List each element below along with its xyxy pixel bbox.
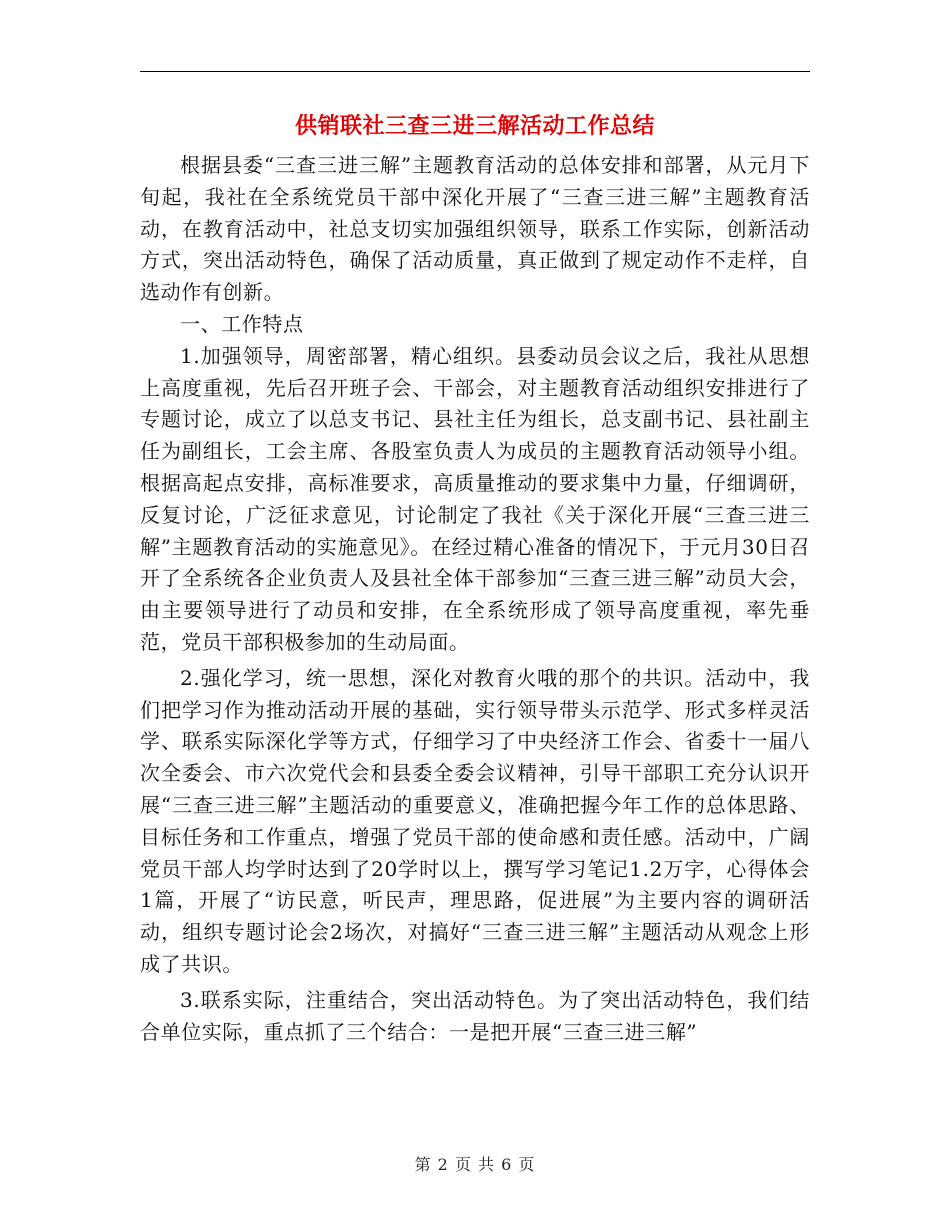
intro-paragraph: 根据县委“三查三进三解”主题教育活动的总体安排和部署，从元月下旬起，我社在全系统党员干部中深化开展了“三查三进三解”主题教育活动，在教育活动中，社总支切实加强组织领导，联系工作实际，创新活动方式，突出活动特色，确保了活动质量，真正做到了规定动作不走样，自选动作有创新。 (140, 153, 810, 305)
header-rule (140, 71, 810, 72)
point-3-paragraph: 3.联系实际，注重结合，突出活动特色。为了突出活动特色，我们结合单位实际，重点抓了三个结合：一是把开展“三查三进三解” (140, 987, 810, 1044)
point-2-paragraph: 2.强化学习，统一思想，深化对教育火哦的那个的共识。活动中，我们把学习作为推动活动开展的基础，实行领导带头示范学、形式多样灵活学、联系实际深化学等方式，仔细学习了中央经济工作会、省委十一届八次全委会、市六次党代会和县委全委会议精神，引导干部职工充分认识开展“三查三进三解”主题活动的重要意义，准确把握今年工作的总体思路、目标任务和工作重点，增强了党员干部的使命感和责任感。活动中，广阔党员干部人均学时达到了20学时以上，撰写学习笔记1.2万字，心得体会1篇，开展了“访民意，听民声，理思路，促进展”为主要内容的调研活动，组织专题讨论会2场次，对搞好“三查三进三解”主题活动从观念上形成了共识。 (140, 665, 810, 976)
document-body (140, 150, 810, 1048)
document-title: 供销联社三查三进三解活动工作总结 (294, 113, 655, 139)
point-1-paragraph: 1.加强领导，周密部署，精心组织。县委动员会议之后，我社从思想上高度重视，先后召开班子会、干部会，对主题教育活动组织安排进行了专题讨论，成立了以总支书记、县社主任为组长，总支副书记、县社副主任为副组长，工会主席、各股室负责人为成员的主题教育活动领导小组。根据高起点安排，高标准要求，高质量推动的要求集中力量，仔细调研，反复讨论，广泛征求意见，讨论制定了我社《关于深化开展“三查三进三解”主题教育活动的实施意见》。在经过精心准备的情况下，于元月30日召开了全系统各企业负责人及县社全体干部参加“三查三进三解”动员大会，由主要领导进行了动员和安排，在全系统形成了领导高度重视，率先垂范，党员干部积极参加的生动局面。 (140, 343, 810, 654)
section-heading: 一、工作特点 (180, 311, 304, 336)
page-number-footer: 第 2 页 共 6 页 (414, 1155, 536, 1174)
